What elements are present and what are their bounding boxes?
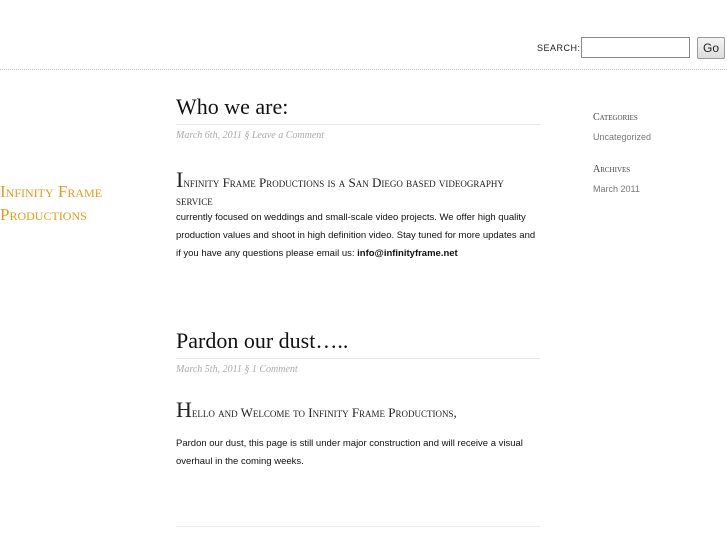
comments-link[interactable]: 1 Comment	[251, 364, 298, 375]
body-text: currently focused on weddings and small-scale video projects. We offer high quality production values and shoot in high definition video. Stay tuned for more updates and if you have any questions please email us:	[176, 212, 536, 259]
search-go-button[interactable]: Go	[697, 37, 725, 59]
post-divider	[176, 358, 540, 359]
drop-cap: I	[176, 167, 184, 192]
category-link-uncategorized[interactable]: Uncategorized	[593, 132, 652, 142]
logo-line-2: Productions	[0, 205, 87, 224]
comments-link[interactable]: Leave a Comment	[251, 130, 325, 141]
sidebar	[593, 112, 723, 194]
meta-separator: §	[244, 364, 250, 375]
post-divider	[176, 124, 540, 125]
post-lead	[176, 167, 540, 209]
lead-text: ello and Welcome to Infinity Frame Productions,	[191, 405, 457, 420]
drop-cap: H	[176, 397, 192, 422]
archive-link-march-2011[interactable]: March 2011	[593, 184, 640, 194]
meta-separator: §	[244, 130, 250, 141]
header-divider	[0, 69, 727, 70]
post-meta	[176, 130, 540, 141]
post-body: Pardon our dust, this page is still under major construction and will receive a visual overhaul in the coming weeks.	[176, 438, 523, 467]
post-date-link[interactable]: March 5th, 2011	[176, 364, 242, 375]
search-bar	[0, 37, 727, 59]
search-input[interactable]	[581, 37, 690, 58]
post-date-link[interactable]: March 6th, 2011	[176, 130, 242, 141]
post-meta	[176, 364, 540, 375]
lead-text: nfinity Frame Productions is a San Diego based videography service	[176, 175, 504, 208]
post-body	[176, 209, 540, 263]
post-pardon-our-dust	[176, 328, 540, 471]
logo-line-1: Infinity Frame	[0, 182, 103, 201]
archives-heading: Archives	[593, 164, 631, 175]
post-title-link[interactable]: Pardon our dust…..	[176, 328, 349, 353]
post-title-link[interactable]: Who we are:	[176, 94, 289, 119]
post-divider-bottom	[176, 526, 540, 527]
email-link[interactable]: info@infinityframe.net	[357, 248, 458, 259]
post-lead	[176, 397, 540, 423]
post-who-we-are	[176, 94, 540, 263]
site-logo[interactable]	[0, 180, 160, 226]
search-label: SEARCH:	[537, 43, 581, 53]
categories-heading: Categories	[593, 112, 638, 123]
